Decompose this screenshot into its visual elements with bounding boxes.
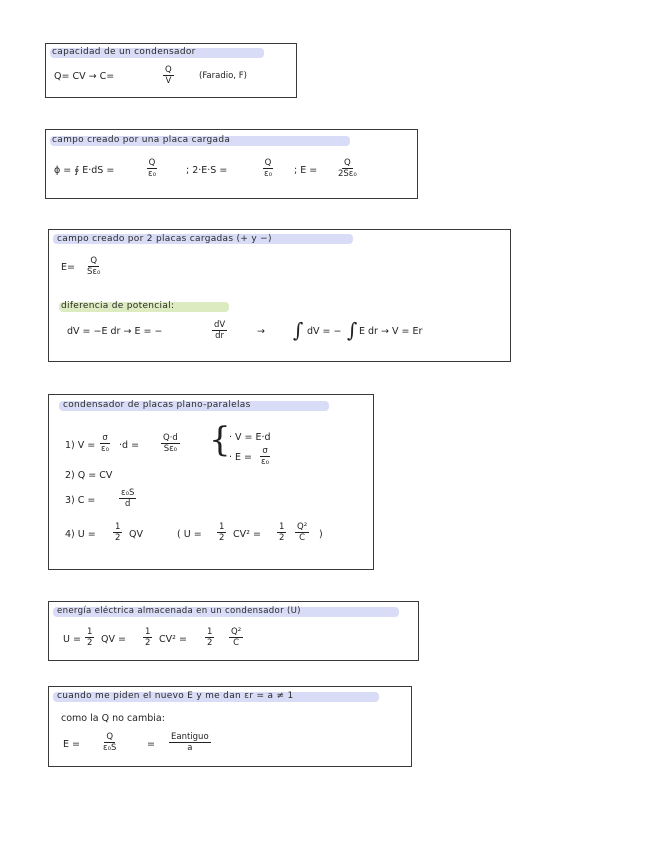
step-1-middle: ·d = bbox=[119, 440, 140, 451]
step-1-label: 1) V = bbox=[65, 440, 96, 451]
side-note-voltage: · V = E·d bbox=[229, 432, 271, 443]
card-title: energía eléctrica almacenada en un condensador (U) bbox=[57, 606, 301, 616]
q2-over-c-fraction bbox=[229, 627, 243, 648]
brace-symbol: { bbox=[209, 420, 231, 460]
single-plate-field-card bbox=[45, 129, 418, 199]
unit-label: (Faradio, F) bbox=[199, 71, 247, 81]
fraction-denominator: 2 bbox=[279, 533, 285, 543]
sigma-over-e0-fraction bbox=[259, 446, 271, 467]
field-label: E = bbox=[63, 739, 80, 750]
gauss-law-expression: ϕ = ∮ E·dS = bbox=[54, 165, 115, 176]
fraction-numerator: σ bbox=[102, 433, 108, 443]
equals-sign: = bbox=[147, 739, 155, 750]
fraction-numerator: Q·d bbox=[163, 433, 178, 443]
fraction-denominator: C bbox=[233, 638, 240, 648]
fraction-denominator: 2 bbox=[145, 638, 151, 648]
fraction-denominator: dr bbox=[215, 331, 225, 341]
card-title: campo creado por 2 placas cargadas (+ y −) bbox=[57, 234, 272, 244]
potential-difference-subtitle: diferencia de potencial: bbox=[61, 301, 175, 311]
integral-expression: dV = − bbox=[307, 326, 342, 337]
parallel-plate-capacitor-card bbox=[48, 394, 374, 570]
q-over-e0-fraction bbox=[146, 158, 158, 179]
flux-equation: ; 2·E·S = bbox=[186, 165, 228, 176]
card-title: capacidad de un condensador bbox=[52, 47, 196, 57]
energy-qv: QV = bbox=[101, 634, 126, 645]
field-fraction bbox=[85, 256, 102, 277]
fraction-denominator: ε₀ bbox=[264, 169, 273, 179]
fraction-denominator: Sε₀ bbox=[87, 267, 101, 277]
fraction-denominator: ε₀ bbox=[261, 457, 270, 467]
fraction-numerator: Q bbox=[90, 256, 98, 266]
integral-symbol: ∫ bbox=[347, 318, 358, 342]
step-2: 2) Q = CV bbox=[65, 470, 113, 481]
fraction-denominator: V bbox=[165, 76, 172, 86]
fraction-denominator: d bbox=[125, 499, 131, 509]
fraction-numerator: Q bbox=[106, 732, 114, 742]
fraction-denominator: a bbox=[187, 743, 193, 753]
fraction-numerator: Q bbox=[148, 158, 156, 168]
fraction-numerator: Q bbox=[344, 158, 351, 168]
fraction-numerator: 1 bbox=[279, 522, 285, 532]
dv-over-dr-fraction bbox=[212, 320, 227, 341]
fraction-denominator: 2 bbox=[207, 638, 213, 648]
step-4-cv2: CV² = bbox=[233, 529, 261, 540]
fraction-numerator: 1 bbox=[145, 627, 151, 637]
fraction-numerator: Q bbox=[165, 65, 172, 75]
two-plates-field-card bbox=[48, 229, 511, 362]
fraction-denominator: 2 bbox=[219, 533, 225, 543]
integral-symbol: ∫ bbox=[293, 318, 304, 342]
note-line: como la Q no cambia: bbox=[61, 713, 165, 724]
field-fraction bbox=[336, 158, 359, 179]
q-over-e0-fraction bbox=[262, 158, 274, 179]
one-half-fraction bbox=[143, 627, 152, 648]
fraction-denominator: C bbox=[299, 533, 306, 543]
fraction-numerator: Q² bbox=[297, 522, 308, 532]
fraction-numerator: 1 bbox=[219, 522, 225, 532]
fraction-denominator: 2 bbox=[115, 533, 121, 543]
step-4-alt-close: ) bbox=[319, 529, 323, 540]
fraction-numerator: 1 bbox=[87, 627, 93, 637]
qd-over-se0-fraction bbox=[161, 433, 180, 454]
q-over-v-fraction bbox=[163, 65, 174, 86]
arrow: → bbox=[257, 326, 265, 337]
fraction-numerator: 1 bbox=[207, 627, 213, 637]
step-4-alt-open: ( U = bbox=[177, 529, 202, 540]
fraction-denominator: ε₀ bbox=[101, 444, 110, 454]
potential-result: E dr → V = Er bbox=[359, 326, 423, 337]
fraction-denominator: ε₀S bbox=[103, 743, 117, 753]
step-3-label: 3) C = bbox=[65, 495, 96, 506]
capacitance-card bbox=[45, 43, 297, 98]
fraction-denominator: 2 bbox=[87, 638, 93, 648]
one-half-fraction bbox=[113, 522, 122, 543]
fraction-numerator: σ bbox=[262, 446, 268, 456]
fraction-denominator: Sε₀ bbox=[163, 444, 178, 454]
fraction-denominator: ε₀ bbox=[148, 169, 157, 179]
card-title: condensador de placas plano-paralelas bbox=[63, 400, 251, 410]
old-field-fraction bbox=[169, 732, 211, 753]
card-title: cuando me piden el nuevo E y me dan εr = a ≠ 1 bbox=[57, 691, 294, 701]
capacitance-formula: Q= CV → C= bbox=[54, 71, 115, 82]
potential-equation: dV = −E dr → E = − bbox=[67, 326, 163, 337]
stored-energy-card bbox=[48, 601, 419, 661]
fraction-numerator: 1 bbox=[115, 522, 121, 532]
q-over-e0s-fraction bbox=[101, 732, 118, 753]
fraction-denominator: 2Sε₀ bbox=[338, 169, 357, 179]
fraction-numerator: dV bbox=[214, 320, 226, 330]
capacitance-fraction bbox=[119, 488, 136, 509]
energy-label: U = bbox=[63, 634, 81, 645]
fraction-numerator: ε₀S bbox=[121, 488, 135, 498]
energy-cv2: CV² = bbox=[159, 634, 187, 645]
step-4-label: 4) U = bbox=[65, 529, 96, 540]
q2-over-c-fraction bbox=[295, 522, 309, 543]
field-equation-label: ; E = bbox=[294, 165, 318, 176]
side-note-field: · E = bbox=[229, 452, 253, 463]
fraction-numerator: Q² bbox=[231, 627, 242, 637]
one-half-fraction bbox=[205, 627, 214, 648]
fraction-numerator: Eantiguo bbox=[171, 732, 209, 742]
one-half-fraction bbox=[85, 627, 94, 648]
step-4-qv: QV bbox=[129, 529, 143, 540]
field-label: E= bbox=[61, 262, 75, 273]
one-half-fraction bbox=[217, 522, 226, 543]
sigma-over-e0-fraction bbox=[99, 433, 111, 454]
dielectric-field-card bbox=[48, 686, 412, 767]
card-title: campo creado por una placa cargada bbox=[52, 135, 231, 145]
one-half-fraction bbox=[277, 522, 286, 543]
fraction-numerator: Q bbox=[264, 158, 272, 168]
